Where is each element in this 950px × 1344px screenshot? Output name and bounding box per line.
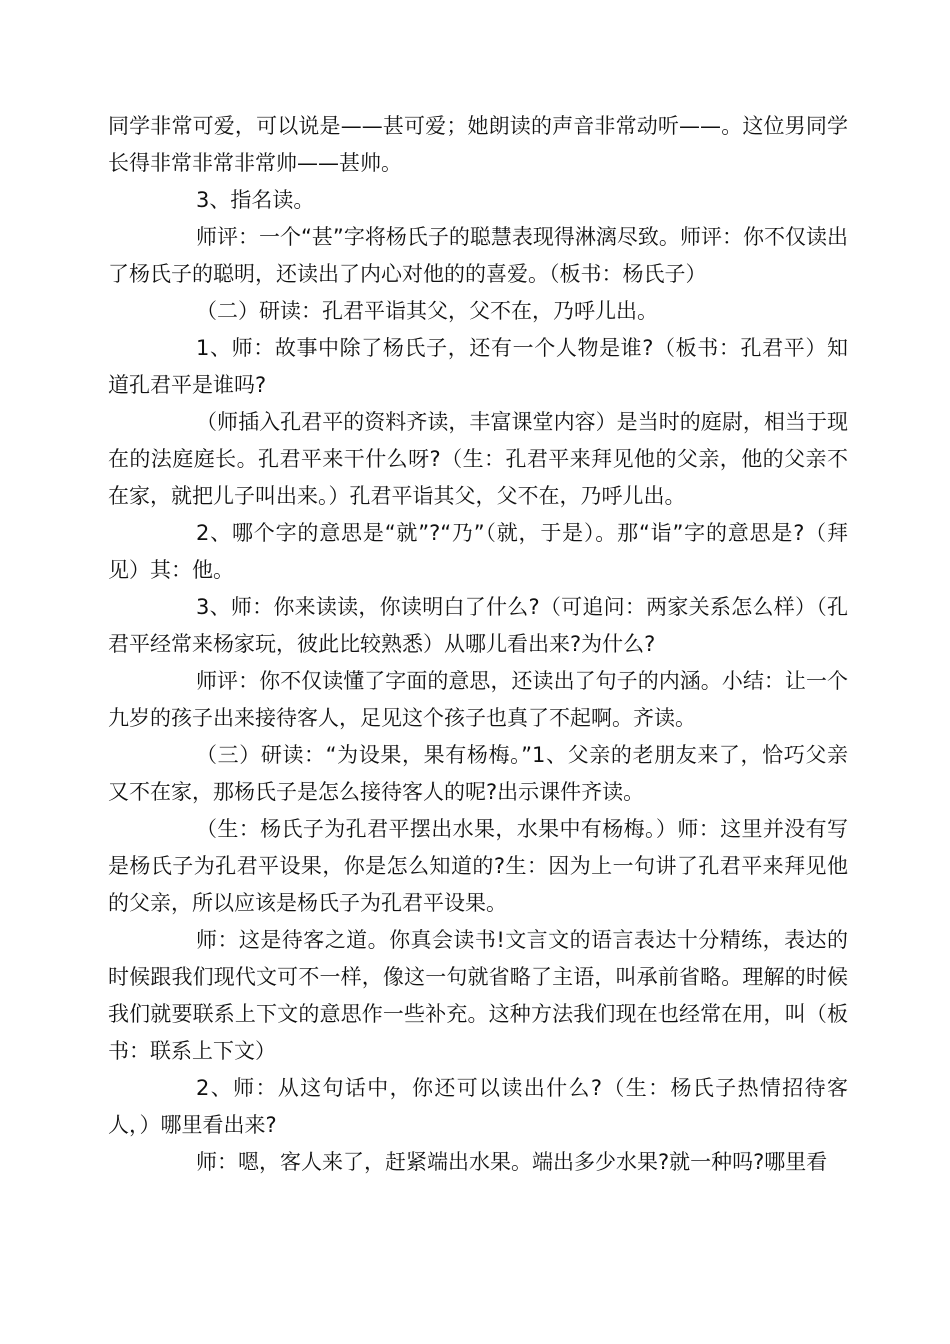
paragraph-section-2-heading: （二）研读：孔君平诣其父，父不在，乃呼儿出。 (196, 299, 658, 323)
paragraph-section-3-step-2: 2、师：从这句话中，你还可以读出什么?（生：杨氏子热情招待客人，）哪里看出来? (108, 1076, 848, 1137)
paragraph-step-3-read: 3、指名读。 (196, 188, 315, 212)
paragraph-context-method: 师：这是待客之道。你真会读书!文言文的语言表达十分精练，表达的时候跟我们现代文可不一样，像这一句就省略了主语，叫承前省略。理解的时候我们就要联系上下文的意思作一些补充。这种方法我们现在也经常在用，叫（板书：联系上下文） (108, 928, 848, 1063)
paragraph-section-2-step-1: 1、师：故事中除了杨氏子，还有一个人物是谁?（板书：孔君平）知道孔君平是谁吗? (108, 336, 848, 397)
paragraph-section-3-heading: （三）研读：“为设果，果有杨梅。”1、父亲的老朋友来了，恰巧父亲又不在家，那杨氏子是怎么接待客人的呢?出示课件齐读。 (108, 743, 848, 804)
paragraph-teacher-summary: 师评：你不仅读懂了字面的意思，还读出了句子的内涵。小结：让一个九岁的孩子出来接待客人，足见这个孩子也真了不起啊。齐读。 (108, 669, 848, 730)
lesson-text-body (108, 108, 848, 1181)
paragraph-fruit-question: 师：嗯，客人来了，赶紧端出水果。端出多少水果?就一种吗?哪里看 (196, 1150, 828, 1174)
paragraph-kong-junping-info: （师插入孔君平的资料齐读，丰富课堂内容）是当时的庭尉，相当于现在的法庭庭长。孔君平来干什么呀?（生：孔君平来拜见他的父亲，他的父亲不在家，就把儿子叫出来。）孔君平诣其父，父不在，乃呼儿出。 (108, 410, 848, 508)
paragraph-continued: 同学非常可爱，可以说是——甚可爱；她朗读的声音非常动听——。这位男同学长得非常非常非常帅——甚帅。 (108, 114, 848, 175)
paragraph-student-answer: （生：杨氏子为孔君平摆出水果，水果中有杨梅。）师：这里并没有写是杨氏子为孔君平设果，你是怎么知道的?生：因为上一句讲了孔君平来拜见他的父亲，所以应该是杨氏子为孔君平设果。 (108, 817, 848, 915)
paragraph-teacher-comment: 师评：一个“甚”字将杨氏子的聪慧表现得淋漓尽致。师评：你不仅读出了杨氏子的聪明，还读出了内心对他的的喜爱。（板书：杨氏子） (108, 225, 848, 286)
paragraph-section-2-step-3: 3、师：你来读读，你读明白了什么?（可追问：两家关系怎么样）（孔君平经常来杨家玩，彼此比较熟悉）从哪儿看出来?为什么? (108, 595, 848, 656)
paragraph-section-2-step-2: 2、哪个字的意思是“就”?“乃”（就，于是）。那“诣”字的意思是?（拜见）其：他。 (108, 521, 848, 582)
